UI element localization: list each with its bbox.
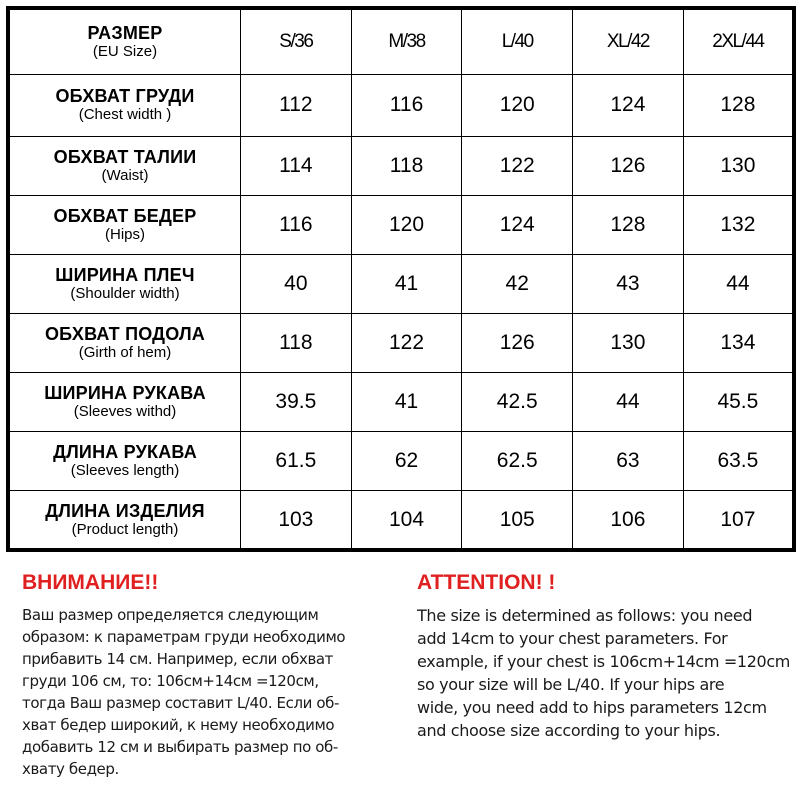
notice-line: The size is determined as follows: you need — [417, 606, 753, 625]
notice-line: example, if your chest is 106cm+14cm =120cm — [417, 652, 791, 671]
measurement-row — [8, 136, 794, 195]
measurement-value: 130 — [683, 136, 794, 195]
measurement-value: 134 — [683, 314, 794, 373]
measurement-label-ru: ДЛИНА РУКАВА — [53, 442, 197, 463]
measurement-label-ru: ДЛИНА ИЗДЕЛИЯ — [45, 500, 205, 521]
measurement-label-ru: ОБХВАТ ТАЛИИ — [53, 146, 197, 167]
measurement-label-cell — [8, 491, 241, 550]
attention-title-en: ATTENTION! ! — [417, 571, 556, 594]
attention-title-ru: ВНИМАНИЕ!! — [22, 571, 159, 594]
measurement-label-cell — [8, 195, 241, 254]
measurement-label-en: (Chest width ) — [78, 106, 172, 124]
measurement-row — [8, 432, 794, 491]
measurement-value: 40 — [241, 254, 352, 313]
measurement-value: 126 — [462, 314, 573, 373]
notice-line: прибавить 14 см. Например, если обхват — [22, 650, 334, 668]
size-chart-body — [8, 8, 794, 550]
size-header-label-cell — [8, 8, 241, 74]
measurement-value: 120 — [351, 195, 462, 254]
measurement-label-en: (Sleeves withd) — [73, 403, 177, 421]
measurement-value: 128 — [573, 195, 684, 254]
measurement-row — [8, 491, 794, 550]
measurement-value: 42.5 — [462, 373, 573, 432]
measurement-value: 63 — [573, 432, 684, 491]
measurement-value: 44 — [683, 254, 794, 313]
notice-line: wide, you need add to hips parameters 12cm — [417, 698, 767, 717]
measurement-value: 43 — [573, 254, 684, 313]
measurement-label-cell — [8, 136, 241, 195]
measurement-value: 130 — [573, 314, 684, 373]
measurement-value: 45.5 — [683, 373, 794, 432]
measurement-value: 103 — [241, 491, 352, 550]
measurement-label-ru: ШИРИНА ПЛЕЧ — [55, 264, 195, 285]
measurement-value: 124 — [573, 74, 684, 136]
measurement-value: 62.5 — [462, 432, 573, 491]
measurement-value: 105 — [462, 491, 573, 550]
notice-line: Ваш размер определяется следующим — [22, 606, 319, 624]
size-header-s36: S/36 — [241, 8, 352, 74]
measurement-value: 107 — [683, 491, 794, 550]
measurement-label-ru: ОБХВАТ БЕДЕР — [53, 205, 197, 226]
notice-line: add 14cm to your chest parameters. For — [417, 629, 728, 648]
measurement-value: 41 — [351, 373, 462, 432]
measurement-value: 61.5 — [241, 432, 352, 491]
notice-line: добавить 12 см и выбирать размер по об- — [22, 738, 338, 756]
measurement-value: 41 — [351, 254, 462, 313]
measurement-label-cell — [8, 314, 241, 373]
measurement-label-ru: ОБХВАТ ПОДОЛА — [44, 324, 205, 345]
measurement-row — [8, 254, 794, 313]
measurement-label-en: (Shoulder width) — [70, 284, 180, 302]
size-header-label-en: (EU Size) — [92, 42, 158, 60]
measurement-value: 106 — [573, 491, 684, 550]
measurement-value: 128 — [683, 74, 794, 136]
attention-text-ru — [22, 604, 402, 780]
measurement-value: 44 — [573, 373, 684, 432]
measurement-label-ru: ШИРИНА РУКАВА — [44, 383, 206, 404]
attention-notice-ru — [22, 570, 402, 780]
size-chart-table — [6, 6, 796, 552]
measurement-value: 118 — [351, 136, 462, 195]
size-header-label-ru: РАЗМЕР — [87, 22, 163, 43]
measurement-label-cell — [8, 373, 241, 432]
measurement-value: 112 — [241, 74, 352, 136]
attention-text-en — [417, 604, 800, 742]
measurement-label-en: (Sleeves length) — [70, 462, 180, 480]
measurement-value: 114 — [241, 136, 352, 195]
measurement-value: 39.5 — [241, 373, 352, 432]
measurement-value: 126 — [573, 136, 684, 195]
measurement-label-en: (Product length) — [71, 520, 179, 538]
measurement-value: 63.5 — [683, 432, 794, 491]
notice-line: хват бедер широкий, к нему необходимо — [22, 716, 335, 734]
notice-line: and choose size according to your hips. — [417, 721, 721, 740]
measurement-value: 104 — [351, 491, 462, 550]
measurement-label-en: (Waist) — [101, 166, 149, 184]
measurement-value: 116 — [241, 195, 352, 254]
measurement-value: 122 — [351, 314, 462, 373]
notice-line: тогда Ваш размер составит L/40. Если об- — [22, 694, 340, 712]
measurement-row — [8, 74, 794, 136]
measurement-label-cell — [8, 432, 241, 491]
measurement-value: 42 — [462, 254, 573, 313]
measurement-value: 118 — [241, 314, 352, 373]
measurement-row — [8, 373, 794, 432]
measurement-label-cell — [8, 74, 241, 136]
measurement-value: 120 — [462, 74, 573, 136]
size-header-l40: L/40 — [462, 8, 573, 74]
attention-notice-en — [417, 570, 800, 742]
notice-line: so your size will be L/40. If your hips are — [417, 675, 725, 694]
size-header-m38: M/38 — [351, 8, 462, 74]
size-header-2xl44: 2XL/44 — [683, 8, 794, 74]
measurement-label-en: (Girth of hem) — [78, 344, 172, 362]
measurement-value: 116 — [351, 74, 462, 136]
measurement-value: 122 — [462, 136, 573, 195]
size-header-row — [8, 8, 794, 74]
measurement-label-ru: ОБХВАТ ГРУДИ — [55, 86, 195, 107]
size-header-xl42: XL/42 — [573, 8, 684, 74]
measurement-label-en: (Hips) — [105, 225, 145, 243]
measurement-value: 62 — [351, 432, 462, 491]
notice-line: образом: к параметрам груди необходимо — [22, 628, 346, 646]
notice-line: хвату бедер. — [22, 760, 119, 778]
measurement-row — [8, 314, 794, 373]
measurement-value: 124 — [462, 195, 573, 254]
measurement-label-cell — [8, 254, 241, 313]
notice-line: груди 106 см, то: 106см+14см =120см, — [22, 672, 319, 690]
measurement-value: 132 — [683, 195, 794, 254]
measurement-row — [8, 195, 794, 254]
